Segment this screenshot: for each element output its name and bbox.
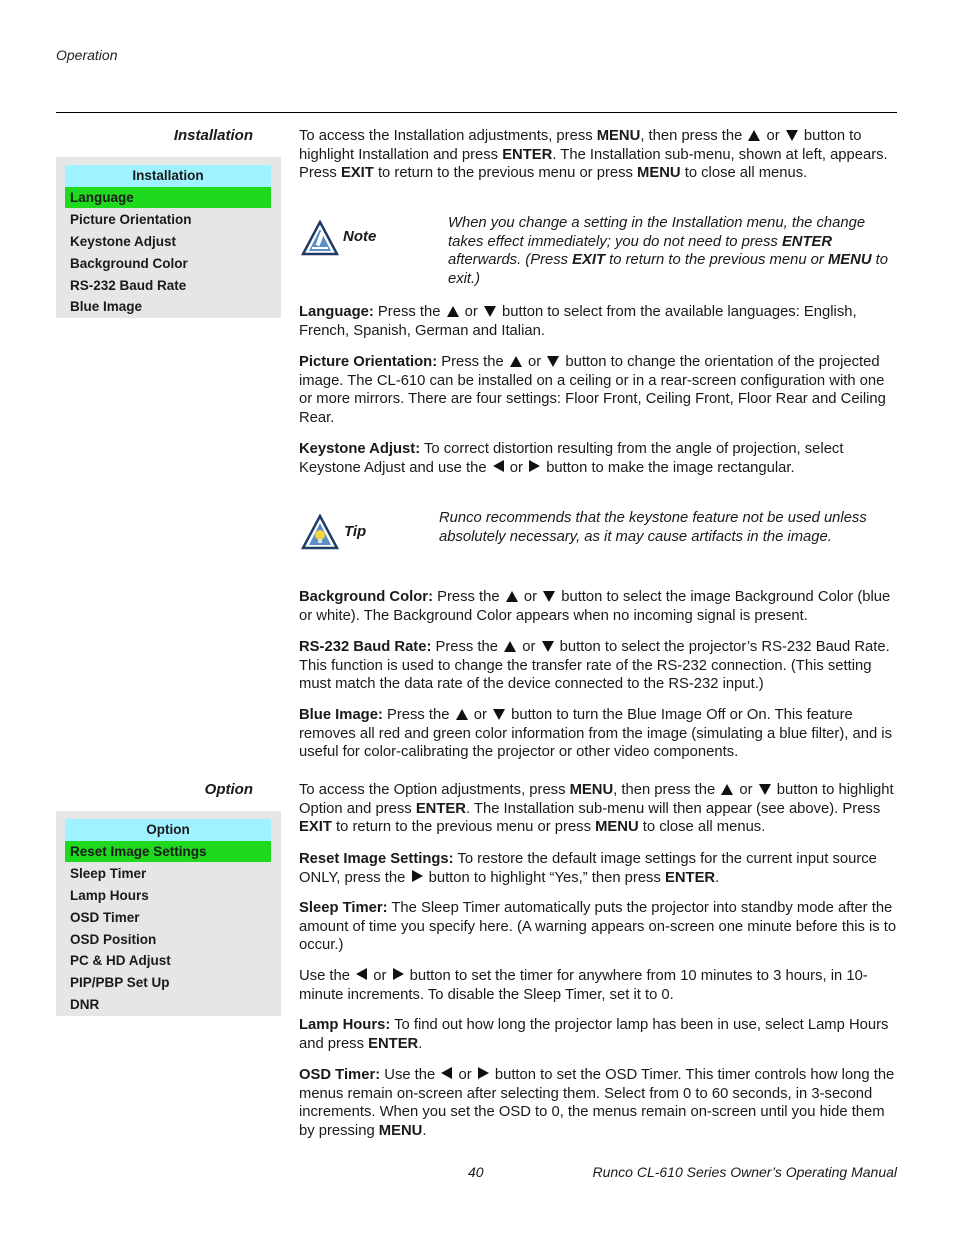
note-text: When you change a setting in the Installation menu, the change takes effect immediately; you do not need to press ENTER afterwards. (Press EXIT to return to the previous menu or MENU to exit.) bbox=[448, 215, 888, 287]
right-arrow-icon bbox=[393, 968, 404, 980]
menu-item-pip-pbp-set-up: PIP/PBP Set Up bbox=[70, 975, 170, 991]
tip-label: Tip bbox=[344, 523, 367, 540]
lamp-hours-paragraph: Lamp Hours: To find out how long the projector lamp has been in use, select Lamp Hours and press ENTER. bbox=[299, 1017, 889, 1052]
osd-timer-paragraph: OSD Timer: Use the or button to set the OSD Timer. This timer controls how long the menus remain on-screen after selecting them. Select from 0 to 60 seconds, in 3-second increments. When you set the OSD to 0, the menus remain on-screen until you hide them by pressing MENU. bbox=[299, 1067, 895, 1139]
page-number: 40 bbox=[468, 1164, 484, 1180]
option-intro: To access the Option adjustments, press MENU, then press the or button to highlight Option and press ENTER. The Installation sub-menu will then appear (see above). Press EXIT to return to the previous menu or press MENU to close all menus. bbox=[299, 782, 894, 836]
language-paragraph: Language: Press the or button to select from the available languages: English, French, Spanish, German and Italian. bbox=[299, 304, 857, 339]
menu-item-osd-timer: OSD Timer bbox=[70, 909, 140, 925]
reset-image-settings-paragraph: Reset Image Settings: To restore the default image settings for the current input source ONLY, press the button to highlight “Yes,” then press ENTER. bbox=[299, 851, 877, 886]
blue-image-paragraph: Blue Image: Press the or button to turn the Blue Image Off or On. This feature removes all red and green color information from the image (simulating a blue filter), and is useful for color-calibrating the projector or other video components. bbox=[299, 707, 892, 761]
menu-item-lamp-hours: Lamp Hours bbox=[70, 887, 149, 903]
manual-title: Runco CL-610 Series Owner’s Operating Manual bbox=[592, 1164, 897, 1180]
down-arrow-icon bbox=[786, 130, 798, 141]
sleep-timer-paragraph-2: Use the or button to set the timer for anywhere from 10 minutes to 3 hours, in 10-minute increments. To disable the Sleep Timer, set it to 0. bbox=[299, 968, 868, 1003]
tip-text: Runco recommends that the keystone feature not be used unless absolutely necessary, as it may cause artifacts in the image. bbox=[439, 510, 867, 545]
menu-title: Installation bbox=[65, 165, 271, 187]
menu-item-blue-image: Blue Image bbox=[70, 299, 143, 315]
down-arrow-icon bbox=[542, 641, 554, 652]
down-arrow-icon bbox=[759, 784, 771, 795]
menu-item-pc-hd-adjust: PC & HD Adjust bbox=[70, 953, 171, 969]
installation-intro: To access the Installation adjustments, press MENU, then press the or button to highlight Installation and press ENTER. The Installation sub-menu, shown at left, appears. Press EXIT to return to the previous menu or press MENU to close all menus. bbox=[299, 128, 888, 182]
right-arrow-icon bbox=[412, 870, 423, 882]
up-arrow-icon bbox=[721, 784, 733, 795]
up-arrow-icon bbox=[456, 709, 468, 720]
down-arrow-icon bbox=[493, 709, 505, 720]
left-arrow-icon bbox=[493, 460, 504, 472]
running-head: Operation bbox=[56, 47, 118, 63]
down-arrow-icon bbox=[484, 306, 496, 317]
right-arrow-icon bbox=[529, 460, 540, 472]
menu-item-background-color: Background Color bbox=[70, 255, 188, 271]
sleep-timer-paragraph: Sleep Timer: The Sleep Timer automatically puts the projector into standby mode after the amount of time you specify here. (A warning appears on-screen one minute before this is to occur.) bbox=[299, 900, 897, 954]
section-heading-installation: Installation bbox=[173, 127, 253, 144]
menu-item-reset-image-settings: Reset Image Settings bbox=[65, 841, 271, 862]
menu-title: Option bbox=[65, 819, 271, 841]
menu-item-rs232-baud-rate: RS-232 Baud Rate bbox=[70, 277, 187, 293]
right-arrow-icon bbox=[478, 1067, 489, 1079]
header-rule bbox=[56, 112, 897, 113]
section-heading-option: Option bbox=[204, 781, 253, 798]
left-arrow-icon bbox=[441, 1067, 452, 1079]
up-arrow-icon bbox=[510, 356, 522, 367]
menu-item-osd-position: OSD Position bbox=[70, 931, 157, 947]
up-arrow-icon bbox=[504, 641, 516, 652]
keystone-paragraph: Keystone Adjust: To correct distortion resulting from the angle of projection, select Keystone Adjust and use the or button to make the image rectangular. bbox=[299, 441, 844, 476]
rs232-paragraph: RS-232 Baud Rate: Press the or button to select the projector’s RS-232 Baud Rate. This function is used to change the transfer rate of the RS-232 connection. (This setting must match the data rate of the device connected to the RS-232 input.) bbox=[299, 639, 890, 693]
down-arrow-icon bbox=[543, 591, 555, 602]
up-arrow-icon bbox=[506, 591, 518, 602]
lightbulb-warning-icon bbox=[301, 514, 339, 550]
menu-item-language: Language bbox=[65, 187, 271, 208]
installation-menu bbox=[56, 157, 281, 318]
background-color-paragraph: Background Color: Press the or button to select the image Background Color (blue or white). The Background Color appears when no incoming signal is present. bbox=[299, 589, 891, 624]
option-menu bbox=[56, 811, 281, 1016]
menu-item-picture-orientation: Picture Orientation bbox=[70, 211, 192, 227]
left-arrow-icon bbox=[356, 968, 367, 980]
down-arrow-icon bbox=[547, 356, 559, 367]
note-pen-warning-icon bbox=[301, 220, 339, 256]
up-arrow-icon bbox=[447, 306, 459, 317]
menu-item-sleep-timer: Sleep Timer bbox=[70, 865, 147, 881]
up-arrow-icon bbox=[748, 130, 760, 141]
menu-item-dnr: DNR bbox=[70, 997, 100, 1013]
note-label: Note bbox=[343, 228, 377, 245]
menu-item-keystone-adjust: Keystone Adjust bbox=[70, 233, 177, 249]
picture-orientation-paragraph: Picture Orientation: Press the or button to change the orientation of the projected image. The CL-610 can be installed on a ceiling or in a rear-screen configuration with one or more mirrors. There are four settings: Floor Front, Ceiling Front, Floor Rear and Ceiling Rear. bbox=[299, 354, 886, 426]
